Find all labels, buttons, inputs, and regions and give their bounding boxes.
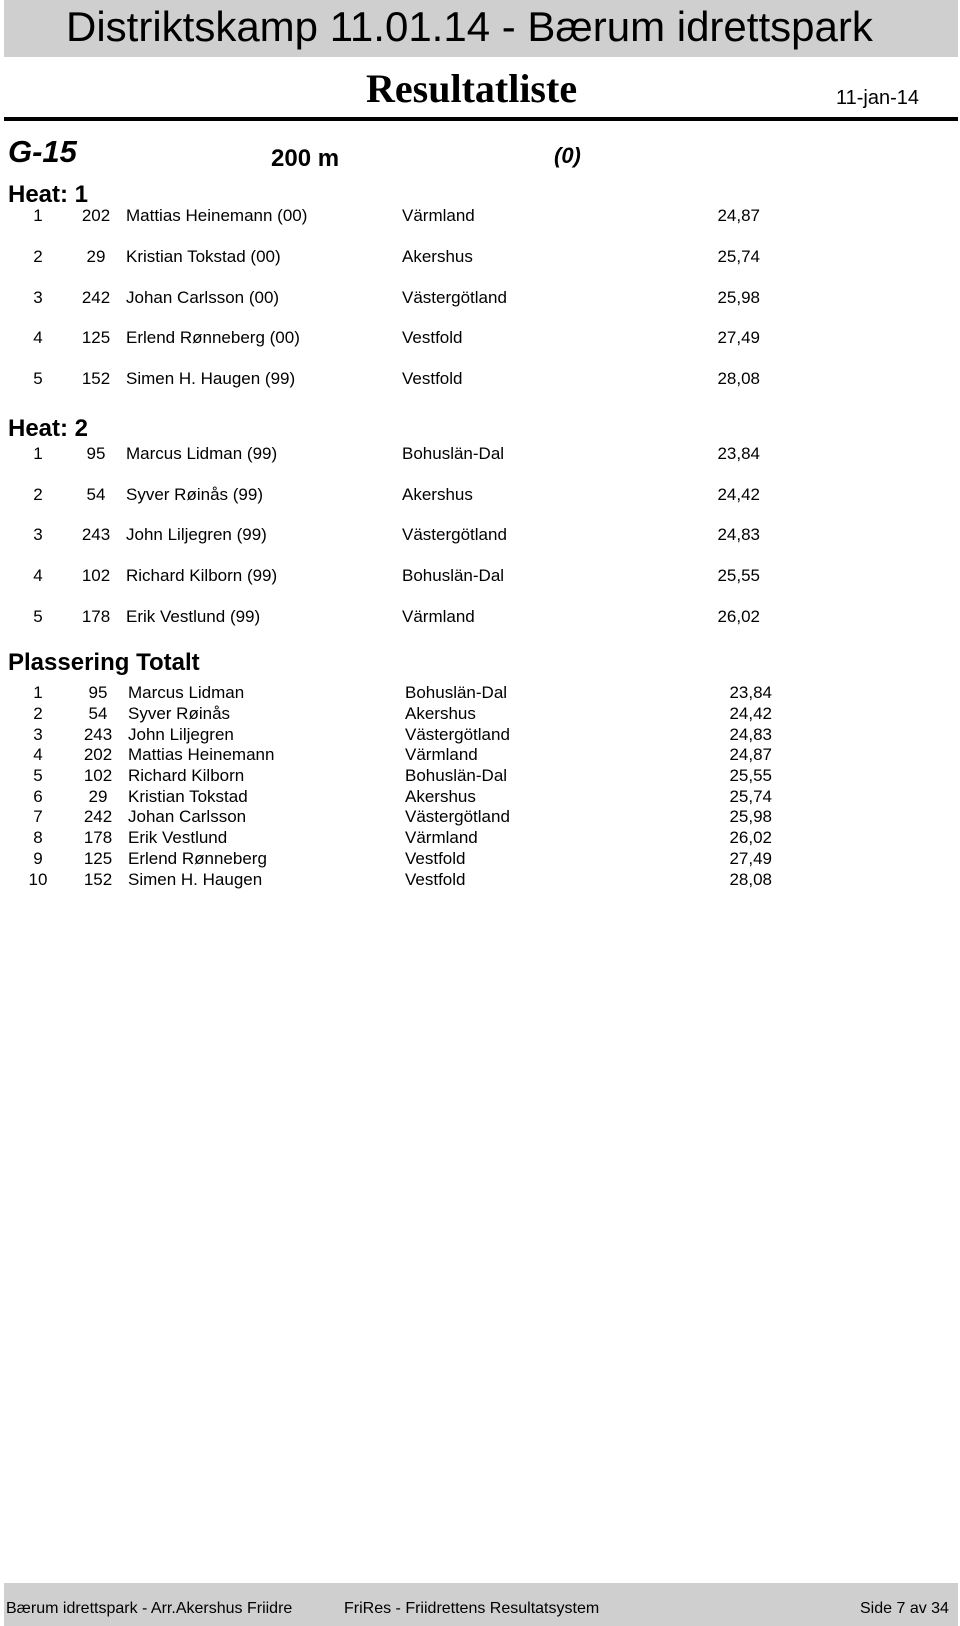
table-row <box>0 368 960 390</box>
place: 10 <box>28 870 48 889</box>
place: 2 <box>33 247 43 266</box>
team: Akershus <box>402 485 473 504</box>
place: 1 <box>33 683 43 702</box>
table-row <box>0 744 960 765</box>
wind-reading: (0) <box>554 143 581 168</box>
table-row <box>0 724 960 745</box>
table-row <box>0 246 960 268</box>
result-time: 24,42 <box>729 704 772 723</box>
table-row <box>0 827 960 848</box>
athlete-name: Erik Vestlund <box>128 828 228 847</box>
document-date: 11-jan-14 <box>836 87 920 109</box>
table-row <box>0 327 960 349</box>
result-time: 24,83 <box>729 725 772 744</box>
team: Vestfold <box>405 849 466 868</box>
footer-system: FriRes - Friidrettens Resultatsystem <box>344 1600 600 1617</box>
athlete-name: Erlend Rønneberg (00) <box>126 328 300 347</box>
athlete-name: Richard Kilborn (99) <box>126 566 278 585</box>
athlete-name: Erik Vestlund (99) <box>126 607 261 626</box>
team: Värmland <box>405 828 478 847</box>
title-divider <box>4 117 958 121</box>
page-number: Side 7 av 34 <box>860 1600 949 1617</box>
table-row <box>0 524 960 546</box>
result-time: 26,02 <box>717 607 760 626</box>
place: 5 <box>33 607 43 626</box>
result-time: 23,84 <box>717 444 760 463</box>
athlete-name: Mattias Heinemann (00) <box>126 206 308 225</box>
place: 3 <box>33 725 43 744</box>
bib-number: 242 <box>81 288 111 307</box>
place: 1 <box>33 206 43 225</box>
place: 4 <box>33 566 43 585</box>
team: Västergötland <box>402 525 507 544</box>
athlete-name: Simen H. Haugen <box>128 870 263 889</box>
result-time: 27,49 <box>717 328 760 347</box>
place: 1 <box>33 444 43 463</box>
athlete-name: Simen H. Haugen (99) <box>126 369 296 388</box>
footer-venue: Bærum idrettspark - Arr.Akershus Friidre <box>6 1600 293 1617</box>
result-time: 26,02 <box>729 828 772 847</box>
result-time: 25,98 <box>729 807 772 826</box>
bib-number: 54 <box>86 485 106 504</box>
table-row <box>0 287 960 309</box>
result-time: 27,49 <box>729 849 772 868</box>
bib-number: 202 <box>83 745 113 764</box>
table-row <box>0 443 960 465</box>
table-row <box>0 565 960 587</box>
table-row <box>0 806 960 827</box>
athlete-name: Kristian Tokstad <box>128 787 248 806</box>
place: 5 <box>33 766 43 785</box>
bib-number: 95 <box>88 683 108 702</box>
athlete-name: Marcus Lidman (99) <box>126 444 278 463</box>
event-name: 200 m <box>271 145 340 172</box>
place: 7 <box>33 807 43 826</box>
table-row <box>0 484 960 506</box>
team: Bohuslän-Dal <box>402 444 505 463</box>
bib-number: 102 <box>83 766 113 785</box>
result-time: 25,74 <box>717 247 760 266</box>
bib-number: 152 <box>81 369 111 388</box>
team: Västergötland <box>405 807 510 826</box>
result-time: 25,55 <box>729 766 772 785</box>
table-row <box>0 703 960 724</box>
place: 9 <box>33 849 43 868</box>
athlete-name: Richard Kilborn <box>128 766 245 785</box>
place: 4 <box>33 745 43 764</box>
document-title: Resultatliste <box>366 66 578 111</box>
place: 6 <box>33 787 43 806</box>
bib-number: 242 <box>83 807 113 826</box>
bib-number: 243 <box>83 725 113 744</box>
result-time: 23,84 <box>729 683 772 702</box>
team: Värmland <box>405 745 478 764</box>
heat-1-title: Heat: 1 <box>8 181 89 208</box>
bib-number: 178 <box>83 828 113 847</box>
team: Västergötland <box>402 288 507 307</box>
team: Värmland <box>402 206 475 225</box>
bib-number: 125 <box>81 328 111 347</box>
heat-2-title: Heat: 2 <box>8 415 89 442</box>
result-time: 24,87 <box>717 206 760 225</box>
place: 4 <box>33 328 43 347</box>
totals-title: Plassering Totalt <box>8 649 200 676</box>
place: 2 <box>33 704 43 723</box>
athlete-name: Syver Røinås <box>128 704 231 723</box>
bib-number: 202 <box>81 206 111 225</box>
team: Värmland <box>402 607 475 626</box>
athlete-name: Johan Carlsson <box>128 807 247 826</box>
bib-number: 29 <box>86 247 106 266</box>
athlete-name: Erlend Rønneberg <box>128 849 267 868</box>
place: 3 <box>33 288 43 307</box>
bib-number: 102 <box>81 566 111 585</box>
athlete-name: Marcus Lidman <box>128 683 245 702</box>
table-row <box>0 682 960 703</box>
result-time: 24,87 <box>729 745 772 764</box>
place: 3 <box>33 525 43 544</box>
bib-number: 178 <box>81 607 111 626</box>
result-time: 24,83 <box>717 525 760 544</box>
table-row <box>0 765 960 786</box>
athlete-name: John Liljegren (99) <box>126 525 267 544</box>
table-row <box>0 869 960 890</box>
bib-number: 152 <box>83 870 113 889</box>
team: Vestfold <box>402 369 463 388</box>
athlete-name: Mattias Heinemann <box>128 745 275 764</box>
place: 8 <box>33 828 43 847</box>
table-row <box>0 786 960 807</box>
bib-number: 29 <box>88 787 108 806</box>
team: Västergötland <box>405 725 510 744</box>
team: Akershus <box>402 247 473 266</box>
age-group-label: G-15 <box>8 134 77 169</box>
bib-number: 95 <box>86 444 106 463</box>
place: 2 <box>33 485 43 504</box>
table-row <box>0 205 960 227</box>
table-row <box>0 848 960 869</box>
team: Bohuslän-Dal <box>405 683 508 702</box>
team: Akershus <box>405 704 476 723</box>
team: Vestfold <box>402 328 463 347</box>
team: Bohuslän-Dal <box>405 766 508 785</box>
bib-number: 243 <box>81 525 111 544</box>
result-time: 25,74 <box>729 787 772 806</box>
result-time: 24,42 <box>717 485 760 504</box>
athlete-name: Syver Røinås (99) <box>126 485 263 504</box>
athlete-name: Johan Carlsson (00) <box>126 288 280 307</box>
result-time: 25,98 <box>717 288 760 307</box>
table-row <box>0 606 960 628</box>
result-time: 28,08 <box>717 369 760 388</box>
team: Vestfold <box>405 870 466 889</box>
athlete-name: Kristian Tokstad (00) <box>126 247 281 266</box>
bib-number: 54 <box>88 704 108 723</box>
athlete-name: John Liljegren <box>128 725 234 744</box>
team: Bohuslän-Dal <box>402 566 505 585</box>
banner-title: Distriktskamp 11.01.14 - Bærum idrettspark <box>66 3 873 50</box>
result-time: 25,55 <box>717 566 760 585</box>
place: 5 <box>33 369 43 388</box>
team: Akershus <box>405 787 476 806</box>
bib-number: 125 <box>83 849 113 868</box>
result-time: 28,08 <box>729 870 772 889</box>
